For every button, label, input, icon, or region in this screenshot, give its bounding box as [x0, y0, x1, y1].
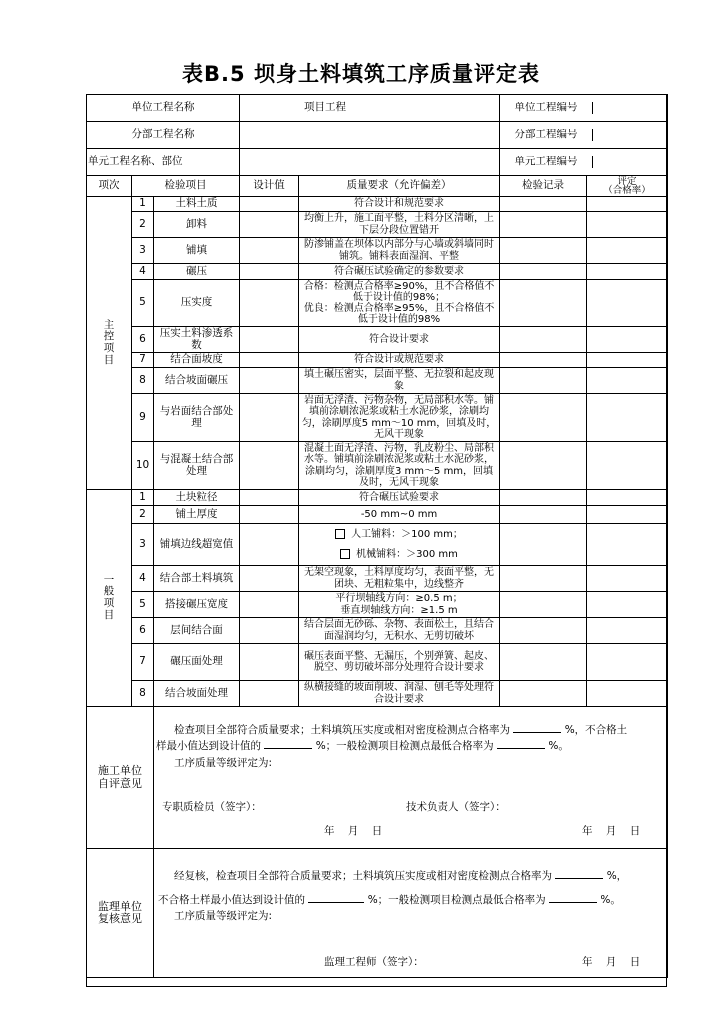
row-no: 10	[132, 442, 154, 490]
row-design[interactable]	[240, 506, 299, 524]
engineer-signature[interactable]: 监理工程师（签字）：	[324, 956, 424, 968]
row-item: 土块粒径	[154, 490, 240, 506]
row-no: 1	[132, 197, 154, 212]
supervision-text-a: 经复核，检查项目全部符合质量要求；土料填筑压实度或相对密度检测点合格率为	[174, 870, 552, 882]
row-design[interactable]	[240, 490, 299, 506]
row-design[interactable]	[240, 394, 299, 442]
unit-project-label: 单位工程名称	[87, 95, 240, 122]
construction-date2[interactable]: 年 月 日	[582, 825, 641, 837]
construction-label-line2: 自评意见	[98, 776, 142, 790]
row-no: 3	[132, 524, 154, 566]
parallel-axis-req: 平行坝轴线方向：≥0.5 m；	[335, 593, 463, 605]
row-rating[interactable]	[587, 490, 668, 506]
row-design[interactable]	[240, 566, 299, 592]
row-rating[interactable]	[587, 592, 668, 618]
row-record[interactable]	[500, 524, 587, 566]
row-requirement: 结合层面无砂砾、杂物、表面松土，且结合面湿润均匀，无积水、无剪切破坏	[299, 618, 500, 644]
row-item: 层间结合面	[154, 618, 240, 644]
row-record[interactable]	[500, 280, 587, 327]
row-record[interactable]	[500, 644, 587, 681]
row-record[interactable]	[500, 327, 587, 353]
row-no: 4	[132, 264, 154, 280]
row-requirement	[299, 280, 500, 327]
row-no: 8	[132, 368, 154, 394]
row-item: 与混凝土结合部处理	[154, 442, 240, 490]
row-item: 压实度	[154, 280, 240, 327]
row-requirement: 符合设计要求	[299, 327, 500, 353]
row-record[interactable]	[500, 394, 587, 442]
supervision-text-d: %；一般检测项目检测点最低合格率为	[367, 894, 546, 906]
row-no: 8	[132, 681, 154, 707]
row-record[interactable]	[500, 506, 587, 524]
row-record[interactable]	[500, 592, 587, 618]
row-item: 压实土料渗透系数	[154, 327, 240, 353]
col-record: 检验记录	[500, 176, 587, 197]
row-requirement: 符合碾压试验确定的参数要求	[299, 264, 500, 280]
row-no: 2	[132, 506, 154, 524]
construction-text-c: 样最小值达到设计值的	[156, 740, 261, 752]
element-project-label: 单元工程名称、部位	[87, 149, 240, 176]
supervision-text-c: 不合格土样最小值达到设计值的	[158, 894, 305, 906]
row-requirement: 碾压表面平整、无漏压，个别弹簧、起皮、脱空、剪切破坏部分处理符合设计要求	[299, 644, 500, 681]
supervision-label-line1: 监理单位	[98, 899, 142, 913]
supervision-label-line2: 复核意见	[98, 912, 142, 925]
row-item: 铺填	[154, 238, 240, 264]
requirement-excellent: 优良：检测点合格率≥95%，且不合格值不低于设计值的98%	[303, 303, 495, 326]
row-requirement: 填土碾压密实，层面平整、无拉裂和起皮现象	[299, 368, 500, 394]
row-requirement: 符合设计或规范要求	[299, 353, 500, 368]
row-item: 碾压	[154, 264, 240, 280]
row-record[interactable]	[500, 566, 587, 592]
row-rating[interactable]	[587, 442, 668, 490]
row-design[interactable]	[240, 681, 299, 707]
row-no: 7	[132, 353, 154, 368]
construction-lowest-blank[interactable]	[497, 739, 545, 749]
row-record[interactable]	[500, 212, 587, 238]
row-design[interactable]	[240, 368, 299, 394]
row-requirement	[299, 524, 500, 566]
supervision-opinion[interactable]	[154, 849, 668, 978]
row-rating[interactable]	[587, 264, 668, 280]
row-no: 3	[132, 238, 154, 264]
row-design[interactable]	[240, 524, 299, 566]
general-char: 般	[103, 585, 115, 598]
row-item: 碾压面处理	[154, 644, 240, 681]
unit-project-value[interactable]: 项目工程	[240, 95, 500, 122]
col-rating-line1: 评定	[617, 175, 637, 187]
quality-evaluation-table	[86, 94, 668, 978]
row-requirement: 岩面无浮渣、污物杂物，无局部积水等。铺填前涂刷浓泥浆或粘土水泥砂浆，涂刷均匀，涂刷厚度5 mm～10 mm，回填及时，无风干现象	[299, 394, 500, 442]
main-control-char: 项	[103, 342, 115, 354]
row-design[interactable]	[240, 442, 299, 490]
row-no: 9	[132, 394, 154, 442]
row-item: 土料土质	[154, 197, 240, 212]
row-no: 6	[132, 618, 154, 644]
row-requirement: -50 mm~0 mm	[299, 506, 500, 524]
manual-label: 人工铺料：＞100 mm；	[351, 528, 463, 540]
row-item: 结合坡面碾压	[154, 368, 240, 394]
unit-project-no-label: 单位工程编号	[500, 102, 593, 114]
row-rating[interactable]	[587, 506, 668, 524]
element-project-value[interactable]	[240, 149, 500, 176]
supervision-grade: 工序质量等级评定为:	[174, 910, 273, 922]
row-no: 4	[132, 566, 154, 592]
machine-checkbox[interactable]	[340, 549, 350, 559]
row-no: 7	[132, 644, 154, 681]
supervision-label	[87, 849, 154, 978]
sub-project-no-value[interactable]	[593, 129, 668, 141]
sub-project-value[interactable]	[240, 122, 500, 149]
general-char: 项	[103, 597, 115, 609]
construction-date1[interactable]: 年 月 日	[324, 825, 383, 837]
sub-project-label: 分部工程名称	[87, 122, 240, 149]
row-item: 铺填边线超宽值	[154, 524, 240, 566]
manual-checkbox[interactable]	[335, 529, 345, 539]
col-rating	[587, 176, 668, 197]
construction-text-d: %；一般检测项目检测点最低合格率为	[315, 740, 494, 752]
element-project-no-value[interactable]	[593, 156, 668, 168]
requirement-qualified: 合格：检测点合格率≥90%，且不合格值不低于设计值的98%；	[303, 280, 495, 303]
construction-text-a: 检查项目全部符合质量要求；土料填筑压实度或相对密度检测点合格率为	[174, 724, 510, 736]
supervision-text-e: %。	[600, 894, 621, 906]
row-rating[interactable]	[587, 353, 668, 368]
row-requirement: 符合碾压试验要求	[299, 490, 500, 506]
sub-project-no-label: 分部工程编号	[500, 129, 593, 141]
row-rating[interactable]	[587, 681, 668, 707]
row-requirement: 防渗铺盖在坝体以内部分与心墙或斜墙同时铺筑。铺料表面湿润、平整	[299, 238, 500, 264]
row-requirement: 均衡上升，施工面平整，土料分区清晰，上下层分段位置错开	[299, 212, 500, 238]
row-record[interactable]	[500, 368, 587, 394]
col-rating-line2: （合格率）	[603, 185, 651, 196]
col-item: 项次	[87, 176, 132, 197]
row-design[interactable]	[240, 197, 299, 212]
row-record[interactable]	[500, 490, 587, 506]
construction-label-line1: 施工单位	[98, 764, 142, 778]
row-requirement: 混凝土面无浮渣、污物，乳皮粉尘、局部积水等。铺填前涂刷浓泥浆或粘土水泥砂浆，涂刷均匀，涂刷厚度3 mm～5 mm，回填及时，无风干现象	[299, 442, 500, 490]
row-no: 6	[132, 327, 154, 353]
row-design[interactable]	[240, 327, 299, 353]
row-design[interactable]	[240, 618, 299, 644]
row-design[interactable]	[240, 264, 299, 280]
row-item: 铺土厚度	[154, 506, 240, 524]
general-label	[87, 490, 132, 707]
supervision-date[interactable]: 年 月 日	[582, 956, 641, 968]
unit-project-no-value[interactable]	[593, 102, 668, 114]
supervision-min-blank[interactable]	[308, 893, 364, 903]
row-rating[interactable]	[587, 368, 668, 394]
supervision-text-b: %，	[606, 870, 628, 882]
row-item: 结合部土料填筑	[154, 566, 240, 592]
row-record[interactable]	[500, 264, 587, 280]
row-rating[interactable]	[587, 238, 668, 264]
row-rating[interactable]	[587, 524, 668, 566]
main-control-char: 目	[103, 353, 115, 366]
row-no: 2	[132, 212, 154, 238]
row-rating[interactable]	[587, 618, 668, 644]
supervision-lowest-blank[interactable]	[549, 893, 597, 903]
row-rating[interactable]	[587, 394, 668, 442]
construction-text-e: %。	[548, 740, 569, 752]
element-project-no-label: 单元工程编号	[500, 156, 593, 168]
col-check-item: 检验项目	[132, 176, 240, 197]
row-item: 结合坡面处理	[154, 681, 240, 707]
row-item: 与岩面结合部处理	[154, 394, 240, 442]
row-requirement: 符合设计和规范要求	[299, 197, 500, 212]
row-record[interactable]	[500, 618, 587, 644]
machine-label: 机械铺料：＞300 mm	[356, 549, 458, 560]
main-control-label	[87, 197, 132, 490]
page-title: 表B.5 坝身土料填筑工序质量评定表	[182, 62, 540, 86]
row-design[interactable]	[240, 238, 299, 264]
row-requirement: 纵横接缝的坡面削坡、润湿、刨毛等处理符合设计要求	[299, 681, 500, 707]
row-item: 结合面坡度	[154, 353, 240, 368]
row-rating[interactable]	[587, 327, 668, 353]
row-design[interactable]	[240, 280, 299, 327]
construction-opinion[interactable]	[154, 707, 668, 849]
row-item: 搭接碾压宽度	[154, 592, 240, 618]
row-requirement: 无架空现象，土料厚度均匀，表面平整，无团块、无粗粒集中，边线整齐	[299, 566, 500, 592]
general-char: 一	[103, 573, 115, 586]
row-record[interactable]	[500, 197, 587, 212]
row-rating[interactable]	[587, 197, 668, 212]
col-requirement: 质量要求（允许偏差）	[299, 176, 500, 197]
row-design[interactable]	[240, 212, 299, 238]
construction-min-blank[interactable]	[264, 739, 312, 749]
col-design-value: 设计值	[240, 176, 299, 197]
construction-rate-blank[interactable]	[513, 723, 561, 733]
row-no: 5	[132, 592, 154, 618]
inspector-signature[interactable]: 专职质检员（签字）：	[162, 801, 262, 813]
row-record[interactable]	[500, 681, 587, 707]
row-design[interactable]	[240, 592, 299, 618]
row-requirement	[299, 592, 500, 618]
construction-label	[87, 707, 154, 849]
main-control-char: 控	[103, 330, 115, 343]
row-design[interactable]	[240, 353, 299, 368]
tech-lead-signature[interactable]: 技术负责人（签字）：	[406, 801, 506, 813]
row-design[interactable]	[240, 644, 299, 681]
row-record[interactable]	[500, 353, 587, 368]
supervision-rate-blank[interactable]	[555, 869, 603, 879]
general-char: 目	[103, 608, 115, 621]
row-rating[interactable]	[587, 212, 668, 238]
row-no: 5	[132, 280, 154, 327]
row-rating[interactable]	[587, 644, 668, 681]
row-rating[interactable]	[587, 566, 668, 592]
construction-grade: 工序质量等级评定为:	[174, 757, 273, 769]
row-no: 1	[132, 490, 154, 506]
row-record[interactable]	[500, 442, 587, 490]
construction-text-b: %，不合格土	[564, 724, 628, 736]
vertical-axis-req: 垂直坝轴线方向：≥1.5 m	[340, 604, 458, 616]
row-rating[interactable]	[587, 280, 668, 327]
row-item: 卸料	[154, 212, 240, 238]
main-control-char: 主	[103, 318, 115, 331]
row-record[interactable]	[500, 238, 587, 264]
